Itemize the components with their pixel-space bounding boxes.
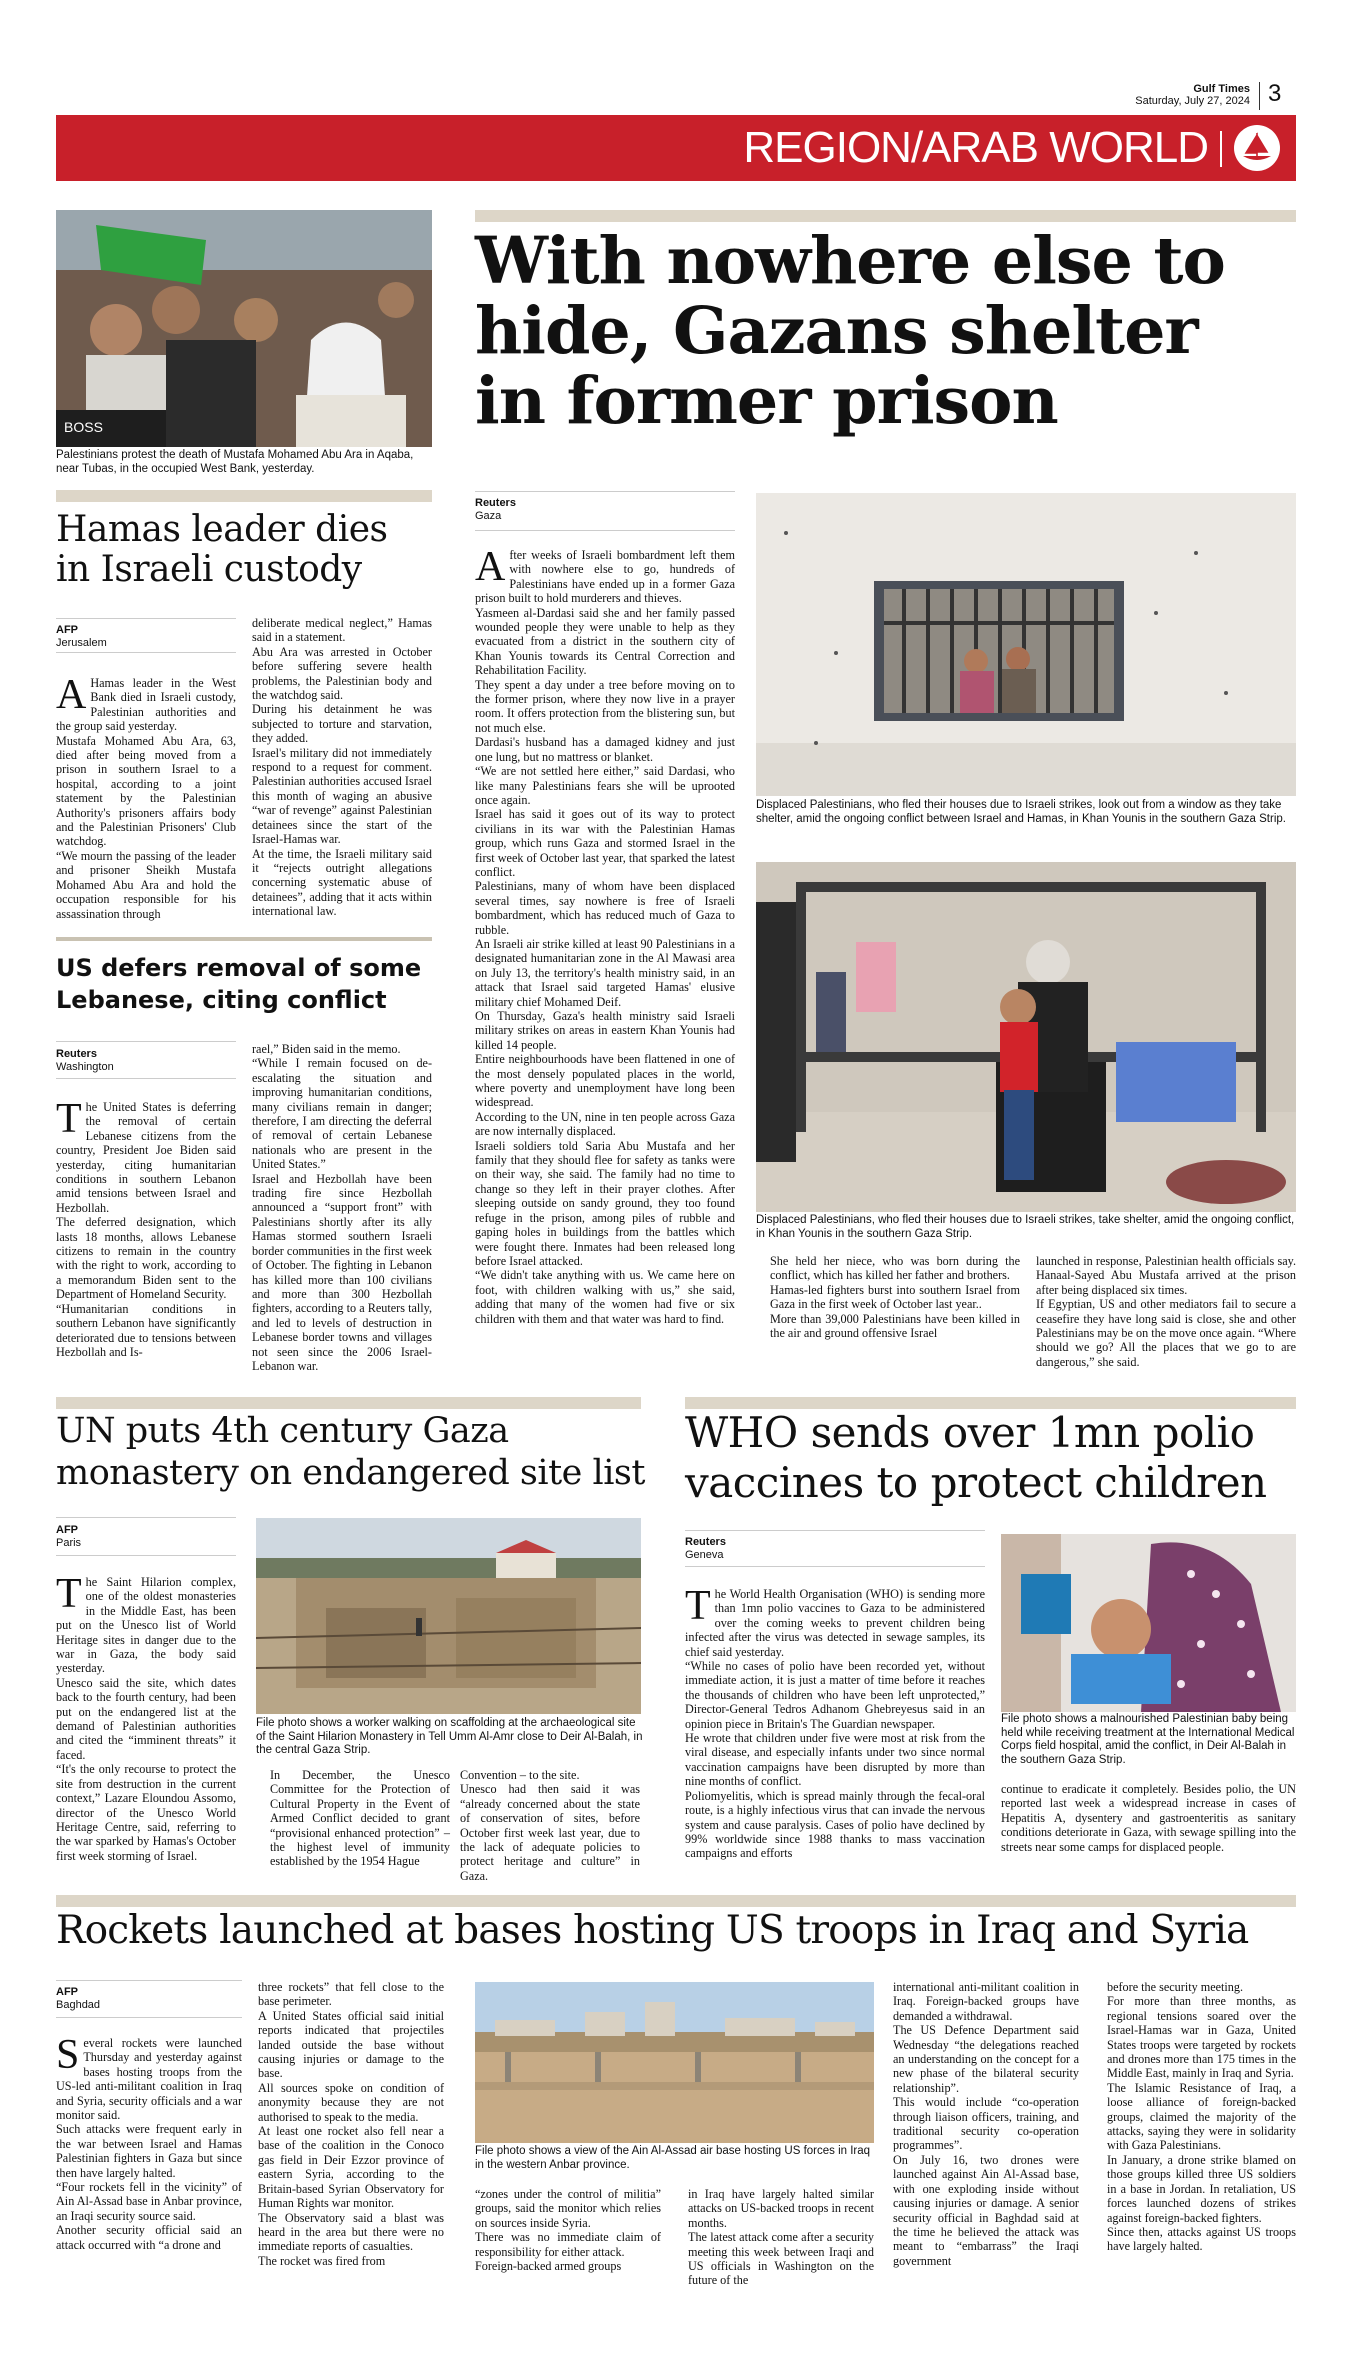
main-agency: Reuters [475,497,516,509]
dropcap: S [56,2032,80,2078]
rockets-headline: Rockets launched at bases hosting US troops in Iraq and Syria [56,1908,1249,1953]
dropcap: A [475,544,506,590]
section-banner [56,115,1296,181]
who-col1: The World Health Organisation (WHO) is sending more than 1mn polio vaccines to Gaza to be administered over the coming weeks to prevent children being infected after the virus was detected in sewage samples, its chief said yesterday. “While no cases of polio have been recorded yet, without immediate action, it is just a matter of time before it reaches the thousands of children who have been left unprotected,” Director-General Tedros Adhanom Ghebreyesus said in an opinion piece in Britain's The Guardian newspaper. He wrote that children under five were most at risk from the viral disease, and especially infants under two since normal vaccination campaigns have been disrupted by more than nine months of conflict. Poliomyelitis, which is spread mainly through the fecal-oral route, is a highly infectious virus that can invade the nervous system and cause paralysis. Cases of polio have declined by 99% worldwide since 1988 thanks to mass vaccination campaigns and efforts [685,1583,985,1861]
unesco-headline: UN puts 4th century Gaza monastery on endangered site list [56,1411,645,1493]
protest-photo-caption: Palestinians protest the death of Mustafa Mohamed Abu Ara in Aqaba, near Tubas, in the occupied West Bank, yesterday. [56,449,414,475]
unesco-col2: In December, the Unesco Committee for the Protection of Cultural Property in the Event of Armed Conflict decided to grant “provisional enhanced protection” – the highest level of immunity established by the 1954 Hague [270,1768,450,1869]
protest-photo [56,210,432,447]
rockets-dateline: Baghdad [56,1999,101,2011]
monastery-photo [256,1518,641,1714]
issue-date: Saturday, July 27, 2024 [1135,95,1250,107]
dropcap: T [56,1096,82,1142]
who-dateline: Geneva [685,1549,724,1561]
lebanon-col1: The United States is deferring the removal of certain Lebanese citizens from the country, President Joe Biden said yesterday, citing humanitarian conditions in southern Lebanon amid tensions between Israel and Hezbollah. The deferred designation, which lasts 18 months, allows Lebanese citizens to remain in the country with the right to work, according to a memorandum Biden sent to the Department of Homeland Security. “Humanitarian conditions in southern Lebanon have significantly deteriorated due to tensions between Hezbollah and Is- [56,1096,236,1359]
section-title: REGION/ARAB WORLD [743,123,1208,172]
hamas-top-rule [56,490,432,502]
unesco-byline-rule-2 [56,1555,236,1556]
rockets-col1: Several rockets were launched Thursday and yesterday against bases hosting troops from the US-led anti-militant coalition in Iraq and Syria, security officials and a war monitor said. Such attacks were frequent early in the war between Israel and Hamas Palestinian fighters in Gaza but since then have largely halted. “Four rockets fell in the vicinity” of Ain Al-Assad base in Anbar province, an Iraqi security source said. Another security official said an attack occurred with “a drone and [56,2032,242,2252]
unesco-col3: Convention – to the site. Unesco had then said it was “already concerned about the state of conservation of sites, before October first week last year, due to the lack of adequate policies to protect heritage and culture” in Gaza. [460,1768,640,1883]
main-dateline: Gaza [475,510,502,522]
rockets-col4: in Iraq have largely halted similar attacks on US-backed troops in recent months. The latest attack come after a security meeting this week between Iraqi and US officials in Washington on the future of the [688,2187,874,2288]
rockets-col2: three rockets” that fell close to the base perimeter. A United States official said initial reports indicated that projectiles landed outside the base without causing injuries or damage to the base. All sources spoke on condition of anonymity because they are not authorised to speak to the media. At least one rocket also fell near a base of the coalition in the Conoco gas field in Deir Ezzor province of eastern Syria, according to the Britain-based Syrian Observatory for Human Rights war monitor. The Observatory said a blast was heard in the area but there were no immediate reports of casualties. The rocket was fired from [258,1980,444,2268]
rockets-col5: international anti-militant coalition in Iraq. Foreign-backed groups have demanded a withdrawal. The US Defence Department said Wednesday “the delegations reached an understanding on the concept for a new phase of the bilateral security relationship”. This would include “co-operation through liaison officers, training, and traditional security co-operation programmes”. On July 16, two drones were launched against Ain Al-Assad base, with one exploding inside without causing injuries or damage. A senior security official in Baghdad said at the time he believed the attack was meant to “embarrass” the Iraqi government [893,1980,1079,2268]
main-top-rule [475,210,1296,222]
dhow-logo-icon [1234,125,1280,171]
prison-window-photo [756,493,1296,796]
hamas-byline [56,624,107,650]
dropcap: T [685,1583,711,1629]
unesco-top-rule [56,1397,641,1409]
who-byline [685,1536,726,1562]
dropcap: A [56,672,87,718]
baby-photo [1001,1534,1296,1712]
rockets-byline-rule [56,1980,242,1981]
prison-window-caption: Displaced Palestinians, who fled their houses due to Israeli strikes, look out from a window as they take shelter, amid the ongoing conflict between Israel and Hamas, in Khan Younis in the southern Gaza Strip. [756,799,1286,825]
lebanon-dateline: Washington [56,1061,114,1073]
rockets-agency: AFP [56,1986,78,1998]
lebanon-agency: Reuters [56,1048,97,1060]
unesco-agency: AFP [56,1524,78,1536]
who-agency: Reuters [685,1536,726,1548]
main-byline-rule [475,491,735,492]
lebanon-byline [56,1048,114,1074]
hamas-col1: A Hamas leader in the West Bank died in Israeli custody, Palestinian authorities and the group said yesterday. Mustafa Mohamed Abu Ara, 63, died after being moved from a prison in southern Israel to a hospital, according to a joint statement by the Palestinian Authority's prisoners affairs body and the Palestinian Prisoners' Club watchdog. “We mourn the passing of the leader and prisoner Sheikh Mustafa Mohamed Abu Ara and hold the occupation responsible for his assassination through [56,672,236,921]
who-byline-rule [685,1530,985,1531]
airbase-caption: File photo shows a view of the Ain Al-Assad air base hosting US forces in Iraq in the western Anbar province. [475,2145,871,2171]
unesco-col1: The Saint Hilarion complex, one of the oldest monasteries in the Middle East, has been put on the Unesco list of World Heritage sites in danger due to the war in Gaza, the body said yesterday. Unesco said the site, which dates back to the fourth century, had been put on the endangered list at the demand of Palestinian authorities and cited the “imminent threats” it faced. “It's the only recourse to protect the site from destruction in the current context,” Lazare Eloundou Assomo, director of the Unesco World Heritage Centre, said, referring to the war sparked by Hamas's October first week storming of Israel. [56,1571,236,1863]
main-byline-rule-2 [475,530,735,531]
main-byline [475,497,516,523]
rockets-byline-rule-2 [56,2017,242,2018]
who-headline: WHO sends over 1mn polio vaccines to protect children [685,1408,1267,1507]
section-divider [1220,131,1222,167]
baby-caption: File photo shows a malnourished Palestinian baby being held while receiving treatment at the International Medical Corps field hospital, amid the conflict, in Deir Al-Balah in the southern Gaza Strip. [1001,1713,1295,1766]
prison-interior-caption: Displaced Palestinians, who fled their houses due to Israeli strikes, take shelter, amid the ongoing conflict, in Khan Younis in the southern Gaza Strip. [756,1214,1295,1240]
lebanon-byline-rule [56,1041,236,1042]
page-number: 3 [1268,80,1282,107]
rockets-byline [56,1986,100,2012]
unesco-byline [56,1524,81,1550]
lebanon-top-rule [56,937,432,941]
rockets-col3: “zones under the control of militia” groups, said the monitor which relies on sources inside Syria. There was no immediate claim of responsibility for either attack. Foreign-backed armed groups [475,2187,661,2274]
rockets-col6: before the security meeting. For more than three months, as regional tensions soared over the Israel-Hamas war in Gaza, United States troops were targeted by rockets and drones more than 175 times in the Middle East, mainly in Iraq and Syria. The Islamic Resistance of Iraq, a loose alliance of foreign-backed groups, claimed the majority of the attacks, saying they were in solidarity with Gaza Palestinians. In January, a drone strike blamed on those groups killed three US soldiers in a base in Jordan. In retaliation, US forces launched dozens of strikes against foreign-backed fighters. Since then, attacks against US troops have largely halted. [1107,1980,1296,2254]
lebanon-byline-rule-2 [56,1078,236,1079]
lebanon-headline: US defers removal of some Lebanese, citing conflict [56,954,422,1014]
hamas-col2: deliberate medical neglect,” Hamas said in a statement. Abu Ara was arrested in October before suffering severe health problems, the Palestinian body and the watchdog said. During his detainment he was subjected to torture and starvation, they added. Israel's military did not immediately respond to a request for comment. Palestinian authorities accused Israel this month of waging an abusive “war of revenge” against Palestinian detainees since the start of the Israel-Hamas war. At the time, the Israeli military said it “rejects outright allegations concerning systematic abuse of detainees”, adding that it acts within international law. [252,616,432,919]
monastery-caption: File photo shows a worker walking on scaffolding at the archaeological site of the Saint Hilarion Monastery in Tell Umm Al-Amr close to Deir Al-Balah, in the central Gaza Strip. [256,1717,643,1756]
svg-text:BOSS: BOSS [64,419,103,435]
main-headline: With nowhere else to hide, Gazans shelter in former prison [475,223,1225,439]
unesco-byline-rule [56,1517,236,1518]
unesco-dateline: Paris [56,1537,82,1549]
lebanon-col2: rael,” Biden said in the memo. “While I remain focused on de-escalating the situation and improving humanitarian conditions, many civilians remain in danger; therefore, I am directing the deferral of removal of certain Lebanese nationals who are present in the United States.” Israel and Hezbollah have been trading fire since Hezbollah announced a “support front” with Palestinians shortly after its ally Hamas stormed southern Israeli border communities in the first week of October. The fighting in Lebanon has killed more than 100 civilians and more than 300 Hezbollah fighters, according to a Reuters tally, and led to levels of destruction in Lebanese border towns and villages not seen since the 2006 Israel-Lebanon war. [252,1042,432,1373]
header-divider [1259,82,1260,110]
hamas-headline: Hamas leader dies in Israeli custody [56,509,388,590]
paper-name: Gulf Times [1193,83,1250,95]
rockets-top-rule [56,1895,1296,1907]
airbase-photo [475,1982,874,2143]
main-col2: She held her niece, who was born during the conflict, which has killed her father and brothers. Hamas-led fighters burst into southern Israel from Gaza in the first week of October last year.. More than 39,000 Palestinians have been killed in the air and ground offensive Israel [770,1254,1020,1341]
main-col3: launched in response, Palestinian health officials say. Hanaal-Sayed Abu Mustafa arrived at the prison after being displaced six times. If Egyptian, US and other mediators fail to secure a ceasefire they have long said is close, she and other Palestinians may be on the move once again. “Where should we go? All the places that we go to are dangerous,” she said. [1036,1254,1296,1369]
who-byline-rule-2 [685,1566,985,1567]
prison-interior-photo [756,862,1296,1212]
hamas-byline-rule [56,618,236,619]
hamas-agency: AFP [56,624,78,636]
who-col2: continue to eradicate it completely. Besides polio, the UN reported last week a widespread increase in cases of Hepatitis A, dysentery and gastroenteritis as sanitary conditions deteriorate in Gaza, with sewage spilling into the streets near some camps for displaced people. [1001,1782,1296,1854]
dropcap: T [56,1571,82,1617]
hamas-dateline: Jerusalem [56,637,107,649]
hamas-byline-rule-2 [56,652,236,653]
main-col1: After weeks of Israeli bombardment left them with nowhere else to go, hundreds of Palestinians have ended up in a former Gaza prison built to hold murderers and thieves. Yasmeen al-Dardasi said she and her family passed wounded people they were unable to help as they evacuated from a district in the southern city of Khan Younis towards its Central Correction and Rehabilitation Facility. They spent a day under a tree before moving on to the former prison, where they now live in a prayer room. It offers protection from the blistering sun, but not much else. Dardasi's husband has a damaged kidney and just one lung, but no mattress or blanket. “We are not settled here either,” said Dardasi, who like many Palestinians fears she will be uprooted once again. Israel has said it goes out of its way to protect civilians in its war with the Palestinian Hamas group, which runs Gaza and stormed Israel in the first week of October last year, that sparked the latest conflict. Palestinians, many of whom have been displaced several times, say nowhere is free of Israeli bombardment, which has reduced much of Gaza to rubble. An Israeli air strike killed at least 90 Palestinians in a designated humanitarian zone in the Al Mawasi area on July 13, the territory's health ministry said, in an attack that Israel said targeted Hamas' elusive military chief Mohamed Deif. On Thursday, Gaza's health ministry said Israeli military strikes on areas in eastern Khan Younis had killed 14 people. Entire neighbourhoods have been flattened in one of the most densely populated places in the world, where poverty and unemployment have long been widespread. According to the UN, nine in ten people across Gaza are now internally displaced. Israeli soldiers told Saria Abu Mustafa and her family that they should flee for safety as tanks were on their way, she said. The family had no time to change so they left in their prayer clothes. After sleeping outside on sandy ground, they too found refuge in the prison, among piles of rubble and gaping holes in buildings from the battles which were fought there. Inmates had been released long before Israel attacked. “We didn't take anything with us. We came here on foot, with children walking with us,” she said, adding that many of the women had five or six children with them and that water was hard to find. [475,544,735,1326]
